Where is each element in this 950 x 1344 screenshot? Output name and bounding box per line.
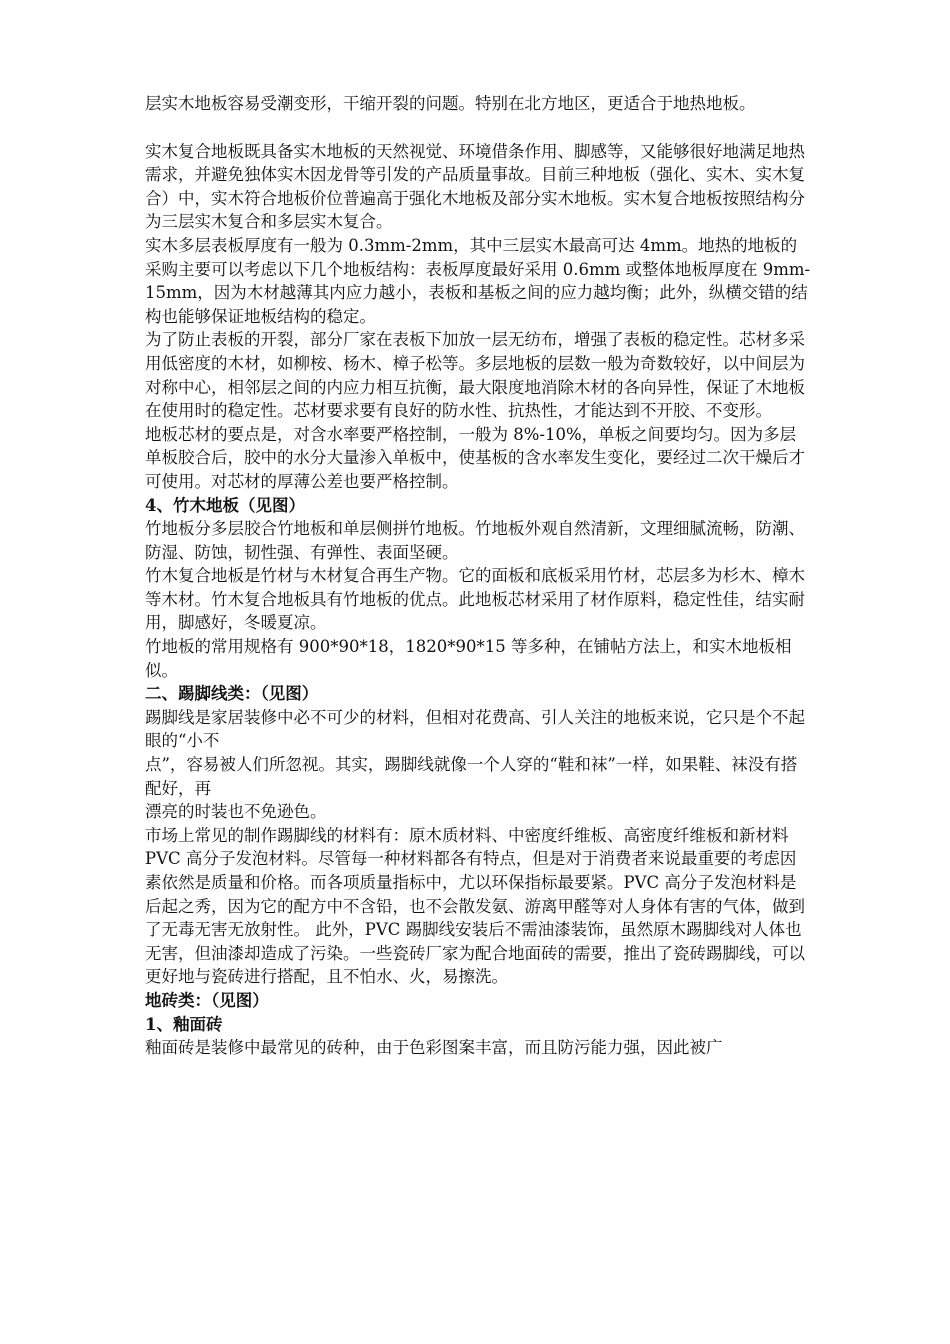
section-heading: 二、踢脚线类：（见图）: [145, 684, 319, 704]
section-heading: 1、釉面砖: [145, 1014, 223, 1034]
body-paragraph: 釉面砖是装修中最常见的砖种，由于色彩图案丰富，而且防污能力强，因此被广: [145, 1038, 723, 1058]
body-paragraph: 为了防止表板的开裂，部分厂家在表板下加放一层无纺布，增强了表板的稳定性。芯材多采用低密度的木材，如柳桉、杨木、樟子松等。多层地板的层数一般为奇数较好，以中间层为对称中心，相邻层之间的内应力相互抗衡，最大限度地消除木材的各向异性，保证了木地板在使用时的稳定性。芯材要求要有良好的防水性、抗热性，才能达到不开胶、不变形。: [145, 330, 805, 421]
body-paragraph: 地板芯材的要点是，对含水率要严格控制，一般为 8%-10%，单板之间要均匀。因为多层单板胶合后，胶中的水分大量渗入单板中，使基板的含水率发生变化，要经过二次干燥后才可使用。对芯材的厚薄公差也要严格控制。: [145, 424, 805, 491]
body-paragraph: 市场上常见的制作踢脚线的材料有：原木质材料、中密度纤维板、高密度纤维板和新材料 PVC 高分子发泡材料。尽管每一种材料都各有特点，但是对于消费者来说最重要的考虑因素依然是质量和价格。而各项质量指标中，尤以环保指标最要紧。PVC 高分子发泡材料是后起之秀，因为它的配方中不含铅，也不会散发氨、游离甲醛等对人身体有害的气体，做到了无毒无害无放射性。 此外，PVC 踢脚线安装后不需油漆装饰，虽然原木踢脚线对人体也无害，但油漆却造成了污染。一些瓷砖厂家为配合地面砖的需要，推出了瓷砖踢脚线，可以更好地与瓷砖进行搭配，且不怕水、火，易擦洗。: [145, 825, 805, 987]
body-paragraph: 层实木地板容易受潮变形，干缩开裂的问题。特别在北方地区，更适合于地热地板。: [145, 94, 756, 113]
body-paragraph: 点”，容易被人们所忽视。其实，踢脚线就像一个人穿的“鞋和袜”一样，如果鞋、袜没有搭配好，再: [145, 755, 798, 798]
body-paragraph: 竹地板分多层胶合竹地板和单层侧拼竹地板。竹地板外观自然清新，文理细腻流畅，防潮、防湿、防蚀，韧性强、有弹性、表面坚硬。: [145, 519, 805, 562]
body-paragraph: 实木复合地板既具备实木地板的天然视觉、环境借条作用、脚感等，又能够很好地满足地热需求，并避免独体实木因龙骨等引发的产品质量事故。目前三种地板（强化、实木、实木复合）中，实木符合地板价位普遍高于强化木地板及部分实木地板。实木复合地板按照结构分为三层实木复合和多层实木复合。: [145, 141, 805, 232]
paragraph-spacer: [145, 116, 812, 140]
body-paragraph: 竹木复合地板是竹材与木材复合再生产物。它的面板和底板采用竹材，芯层多为杉木、樟木等木材。竹木复合地板具有竹地板的优点。此地板芯材采用了材作原料，稳定性佳，结实耐用，脚感好，冬暖夏凉。: [145, 566, 805, 633]
document-body: [145, 92, 812, 1060]
body-paragraph: 踢脚线是家居装修中必不可少的材料，但相对花费高、引人关注的地板来说，它只是个不起眼的“小不: [145, 707, 805, 751]
section-heading: 地砖类：（见图）: [145, 990, 269, 1010]
section-heading: 4、竹木地板（见图）: [145, 495, 305, 515]
body-paragraph: 实木多层表板厚度有一般为 0.3mm-2mm，其中三层实木最高可达 4mm。地热的地板的采购主要可以考虑以下几个地板结构：表板厚度最好采用 0.6mm 或整体地板厚度在 9mm-15mm，因为木材越薄其内应力越小，表板和基板之间的应力越均衡；此外，纵横交错的结构也能够保证地板结构的稳定。: [145, 235, 811, 326]
body-paragraph: 漂亮的时装也不免逊色。: [145, 802, 327, 822]
body-paragraph: 竹地板的常用规格有 900*90*18，1820*90*15 等多种，在铺帖方法上，和实木地板相似。: [145, 637, 792, 680]
